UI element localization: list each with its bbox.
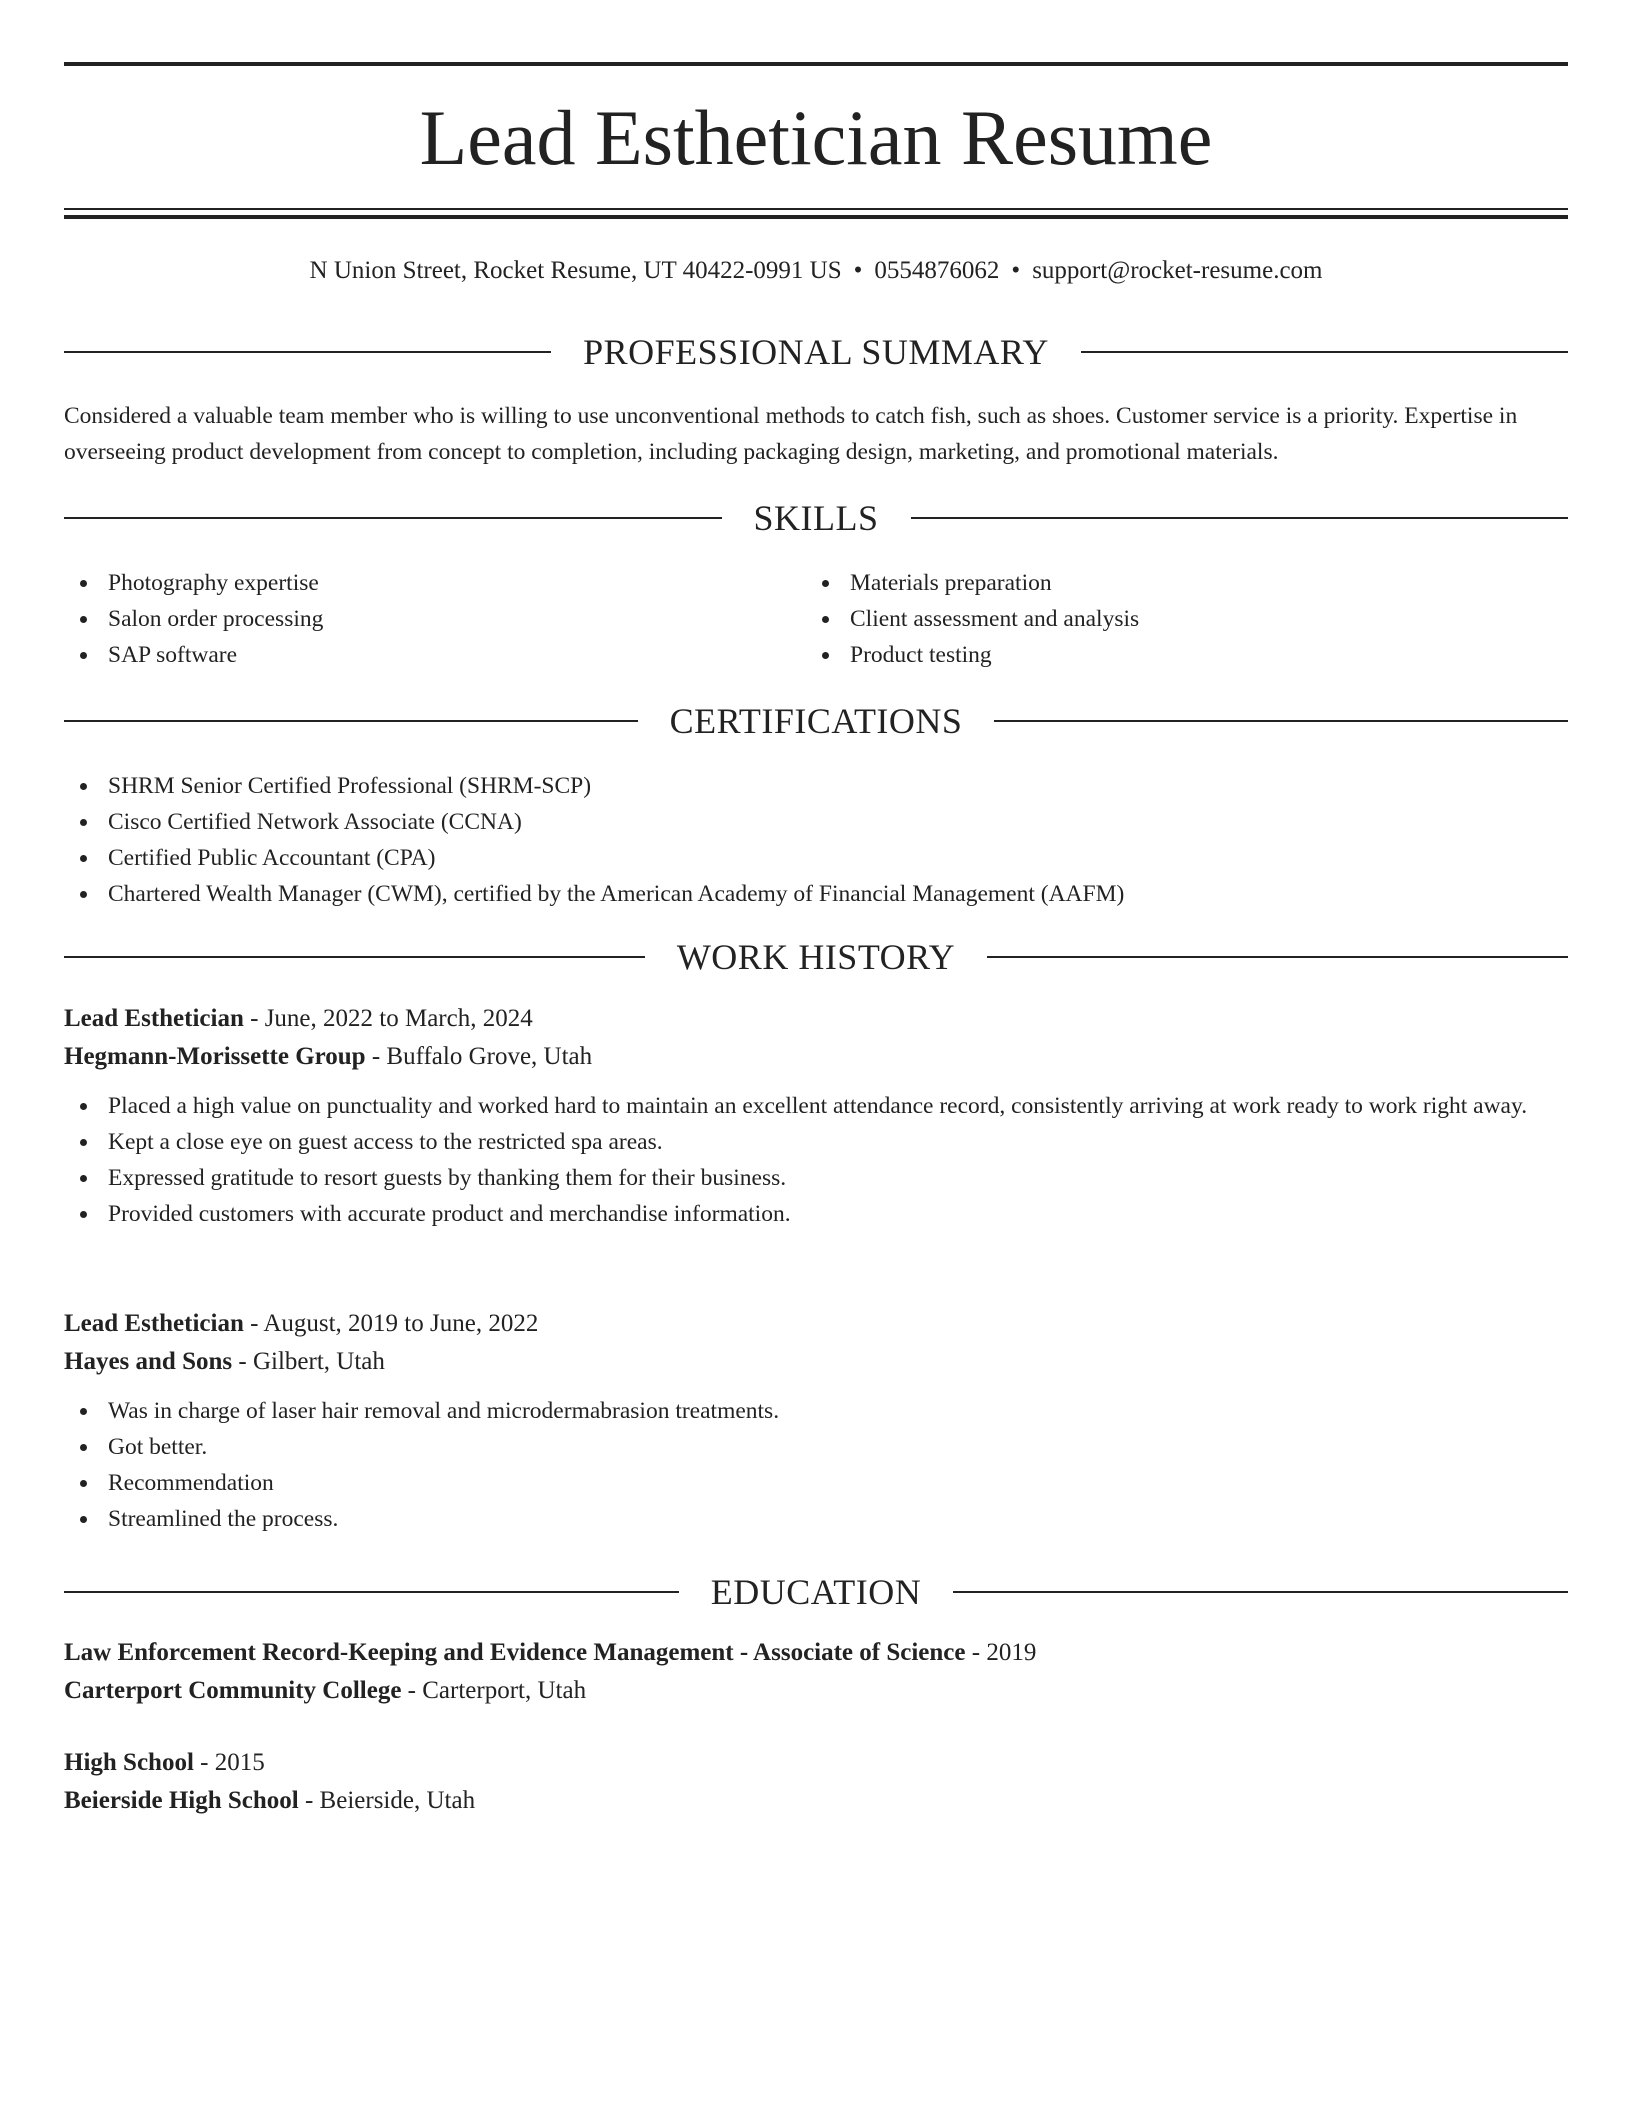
certification-item: Cisco Certified Network Associate (CCNA)	[64, 804, 1568, 840]
skill-item: Product testing	[806, 637, 1546, 673]
section-label: CERTIFICATIONS	[669, 701, 963, 741]
school-location: - Beierside, Utah	[298, 1787, 476, 1814]
degree-year: - 2015	[193, 1749, 265, 1776]
skill-item: Photography expertise	[64, 565, 804, 601]
job-company: Hayes and Sons	[64, 1348, 233, 1375]
title-rule-thick	[64, 215, 1568, 219]
job-company: Hegmann-Morissette Group	[64, 1043, 366, 1070]
job-title-line	[64, 1000, 1568, 1038]
skill-item: SAP software	[64, 637, 804, 673]
skills-heading	[64, 496, 1568, 540]
divider-line	[953, 1591, 1568, 1593]
job-company-line	[64, 1343, 1568, 1381]
job-title: Lead Esthetician	[64, 1005, 244, 1032]
certifications-block	[64, 768, 1568, 912]
job-entry	[64, 1000, 1568, 1232]
skill-item: Client assessment and analysis	[806, 601, 1546, 637]
school-location: - Carterport, Utah	[401, 1677, 587, 1704]
contact-separator: •	[853, 257, 863, 284]
job-duty: Recommendation	[64, 1465, 1568, 1501]
contact-separator: •	[1011, 257, 1021, 284]
skills-left-list	[64, 565, 804, 673]
degree-year: - 2019	[965, 1639, 1037, 1666]
divider-line	[987, 956, 1568, 958]
job-title: Lead Esthetician	[64, 1310, 244, 1337]
top-rule	[64, 62, 1568, 66]
section-label: EDUCATION	[710, 1572, 922, 1612]
job-entry	[64, 1305, 1568, 1537]
degree-name: High School	[64, 1749, 194, 1776]
job-duty: Expressed gratitude to resort guests by thanking them for their business.	[64, 1160, 1568, 1196]
divider-line	[64, 1591, 679, 1593]
school-name: Carterport Community College	[64, 1677, 402, 1704]
job-location: - Gilbert, Utah	[232, 1348, 385, 1375]
certifications-list	[64, 768, 1568, 912]
divider-line	[64, 720, 638, 722]
skill-item: Salon order processing	[64, 601, 804, 637]
job-dates: - August, 2019 to June, 2022	[243, 1310, 539, 1337]
job-duty: Got better.	[64, 1429, 1568, 1465]
education-entry	[64, 1634, 1568, 1710]
summary-heading	[64, 330, 1568, 374]
job-duty: Was in charge of laser hair removal and microdermabrasion treatments.	[64, 1393, 1568, 1429]
divider-line	[64, 517, 722, 519]
section-label: SKILLS	[753, 498, 879, 538]
contact-line	[64, 254, 1568, 288]
skills-right-column	[806, 565, 1546, 673]
work-history-heading	[64, 935, 1568, 979]
summary-text: Considered a valuable team member who is willing to use unconventional methods to catch fish, such as shoes. Customer service is a priority. Expertise in overseeing product development from concept to completion, including packaging design, marketing, and promotional materials.	[64, 403, 1518, 465]
school-line	[64, 1672, 1568, 1710]
divider-line	[64, 956, 645, 958]
job-duty: Provided customers with accurate product and merchandise information.	[64, 1196, 1568, 1232]
job-location: - Buffalo Grove, Utah	[365, 1043, 593, 1070]
section-label: PROFESSIONAL SUMMARY	[583, 332, 1049, 372]
degree-name: Law Enforcement Record-Keeping and Evidence Management - Associate of Science	[64, 1639, 966, 1666]
section-label: WORK HISTORY	[676, 937, 956, 977]
school-name: Beierside High School	[64, 1787, 299, 1814]
education-heading	[64, 1570, 1568, 1614]
title-rule-thin	[64, 208, 1568, 210]
job-duty: Kept a close eye on guest access to the restricted spa areas.	[64, 1124, 1568, 1160]
degree-line	[64, 1744, 1568, 1782]
divider-line	[1081, 351, 1568, 353]
certification-item: Certified Public Accountant (CPA)	[64, 840, 1568, 876]
contact-phone: 0554876062	[874, 257, 1000, 284]
job-duties-list	[64, 1088, 1568, 1232]
job-dates: - June, 2022 to March, 2024	[243, 1005, 533, 1032]
contact-email: support@rocket-resume.com	[1032, 257, 1323, 284]
job-duty: Streamlined the process.	[64, 1501, 1568, 1537]
certification-item: SHRM Senior Certified Professional (SHRM-SCP)	[64, 768, 1568, 804]
divider-line	[911, 517, 1569, 519]
job-duty: Placed a high value on punctuality and worked hard to maintain an excellent attendance record, consistently arriving at work ready to work right away.	[64, 1088, 1568, 1124]
education-entry	[64, 1744, 1568, 1820]
skill-item: Materials preparation	[806, 565, 1546, 601]
divider-line	[994, 720, 1568, 722]
skills-right-list	[806, 565, 1546, 673]
skills-left-column	[64, 565, 804, 673]
certifications-heading	[64, 699, 1568, 743]
certification-item: Chartered Wealth Manager (CWM), certified by the American Academy of Financial Management (AAFM)	[64, 876, 1568, 912]
job-company-line	[64, 1038, 1568, 1076]
degree-line	[64, 1634, 1568, 1672]
resume-title: Lead Esthetician Resume	[419, 94, 1213, 181]
job-title-line	[64, 1305, 1568, 1343]
school-line	[64, 1782, 1568, 1820]
contact-address: N Union Street, Rocket Resume, UT 40422-0991 US	[309, 257, 842, 284]
divider-line	[64, 351, 551, 353]
job-duties-list	[64, 1393, 1568, 1537]
